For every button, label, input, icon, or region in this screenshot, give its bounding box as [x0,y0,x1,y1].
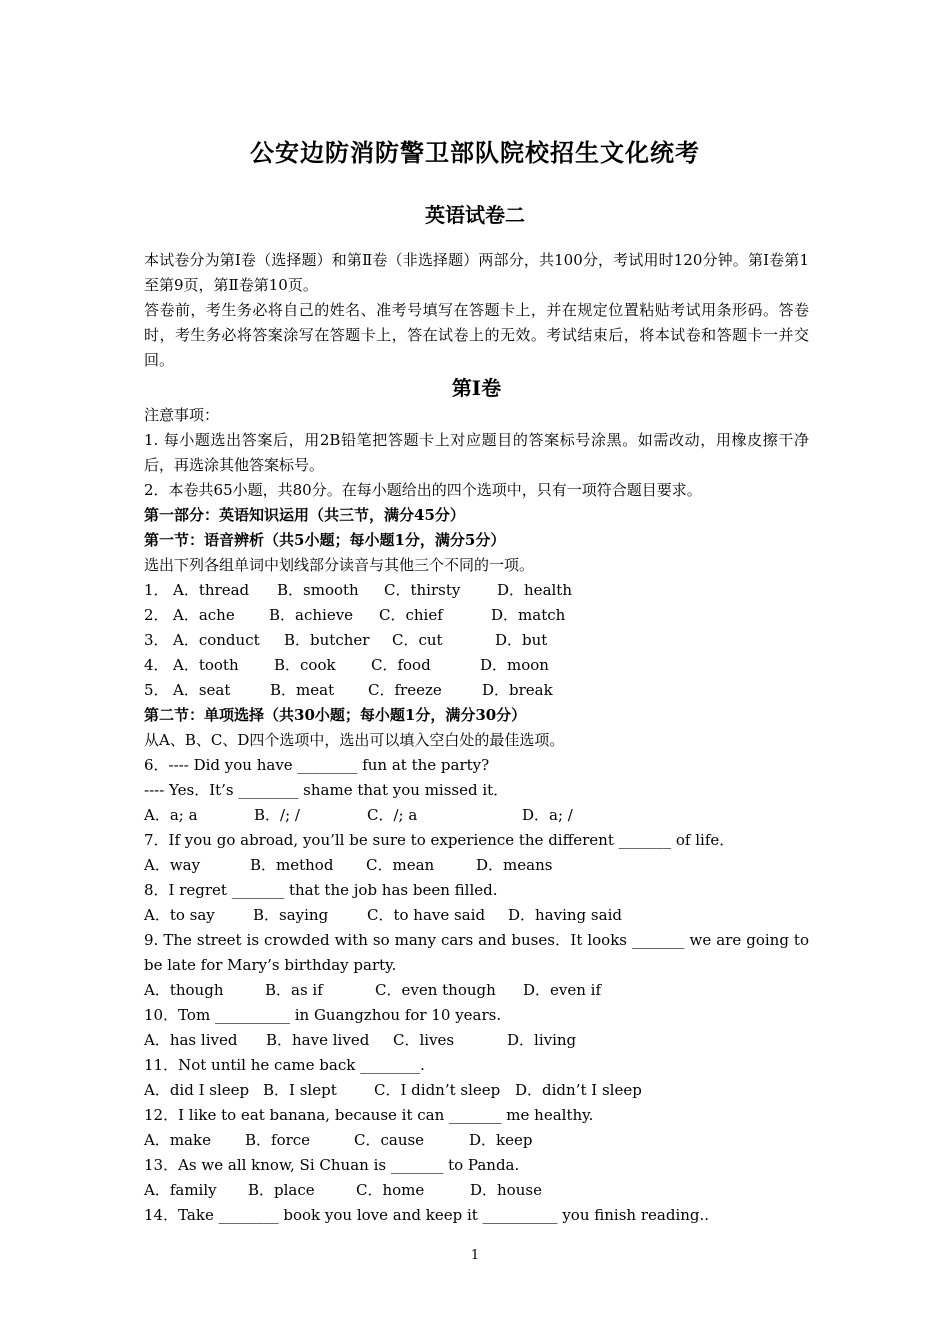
question-row [144,578,809,603]
notes-item: 2．本卷共65小题，共80分。在每小题给出的四个选项中，只有一项符合题目要求。 [144,481,702,499]
page-number: 1 [470,1248,480,1263]
question-number: 5． [144,681,169,699]
option: C．chief [379,606,443,624]
option: D．health [497,581,572,599]
option: A．a; a [144,806,198,824]
question-options [144,1128,809,1153]
question-options [144,1028,809,1053]
question-stem: ---- Yes．It’s ________ shame that you missed it． [144,781,509,799]
option: B．as if [265,981,323,999]
question-options [144,978,809,1003]
question-stem: 9. The street is crowded with so many cars and buses．It looks _______ we are going to be late for Mary’s birthday party. [144,931,809,974]
section1-instruction: 选出下列各组单词中划线部分读音与其他三个不同的一项。 [144,556,535,574]
option: A．way [144,856,201,874]
section1-heading: 第一节：语音辨析（共5小题；每小题1分，满分5分） [144,531,506,549]
question-stem: 14．Take ________ book you love and keep it __________ you finish reading.. [144,1206,710,1224]
option: A．ache [173,606,235,624]
option: B．saying [253,906,329,924]
option: D．means [476,856,553,874]
option: C．even though [375,981,496,999]
option: B．method [250,856,334,874]
question-options [144,853,809,878]
intro-paragraph: 本试卷分为第Ⅰ卷（选择题）和第Ⅱ卷（非选择题）两部分，共100分，考试用时120分钟。第Ⅰ卷第1至第9页，第Ⅱ卷第10页。 [144,251,809,294]
question-options [144,1078,809,1103]
option: B．/; / [254,806,300,824]
option: A．though [144,981,224,999]
option: A．thread [173,581,250,599]
question-number: 4． [144,656,169,674]
option: B．place [248,1181,315,1199]
option: C．mean [366,856,435,874]
option: C．cause [354,1131,425,1149]
question-stem: 6．---- Did you have ________ fun at the party? [144,756,490,774]
option: B．have lived [266,1031,370,1049]
question-row [144,653,809,678]
option: D．but [495,631,548,649]
question-stem: 11．Not until he came back ________. [144,1056,425,1074]
option: C．cut [392,631,443,649]
option: A．family [144,1181,217,1199]
option: D．even if [523,981,602,999]
option: B．I slept [263,1081,337,1099]
option: C．thirsty [384,581,461,599]
option: C．home [356,1181,425,1199]
option: D．break [482,681,553,699]
option: D．keep [469,1131,533,1149]
option: A．tooth [173,656,239,674]
question-options [144,803,809,828]
intro-paragraph: 答卷前，考生务必将自己的姓名、准考号填写在答题卡上，并在规定位置粘贴考试用条形码。答卷时，考生务必将答案涂写在答题卡上，答在试卷上的无效。考试结束后，将本试卷和答题卡一并交回。 [144,301,809,369]
option: C．lives [393,1031,455,1049]
question-row [144,603,809,628]
option: A．to say [144,906,215,924]
option: C．/; a [367,806,418,824]
option: B．achieve [269,606,354,624]
option: C．food [371,656,431,674]
option: A．seat [173,681,231,699]
option: D．house [470,1181,542,1199]
option: D．moon [480,656,549,674]
option: A．make [144,1131,211,1149]
volume-title: 第Ⅰ卷 [451,376,502,400]
option: C．to have said [367,906,486,924]
question-number: 1． [144,581,169,599]
option: D．having said [508,906,622,924]
question-stem: 13．As we all know, Si Chuan is _______ to Panda. [144,1156,520,1174]
question-row [144,628,809,653]
section2-instruction: 从A、B、C、D四个选项中，选出可以填入空白处的最佳选项。 [144,731,565,749]
question-stem: 7．If you go abroad, you’ll be sure to experience the different _______ of life． [144,831,735,849]
question-stem: 10．Tom __________ in Guangzhou for 10 years. [144,1006,502,1024]
question-number: 2． [144,606,169,624]
option: A．has lived [144,1031,238,1049]
notes-heading: 注意事项： [144,406,220,424]
option: A．did I sleep [144,1081,250,1099]
exam-body [144,248,809,1228]
exam-title: 公安边防消防警卫部队院校招生文化统考 [250,138,700,167]
option: B．meat [270,681,335,699]
option: B．butcher [284,631,370,649]
option: B．force [245,1131,311,1149]
notes-item: 1. 每小题选出答案后，用2B铅笔把答题卡上对应题目的答案标号涂黑。如需改动，用橡皮擦干净后，再选涂其他答案标号。 [144,431,809,474]
option: A．conduct [173,631,260,649]
question-options [144,903,809,928]
option: B．smooth [277,581,359,599]
question-stem: 12．I like to eat banana, because it can _______ me healthy. [144,1106,594,1124]
option: D．a; / [522,806,573,824]
question-options [144,1178,809,1203]
option: D．match [491,606,566,624]
exam-subtitle: 英语试卷二 [425,203,525,227]
question-stem: 8．I regret _______ that the job has been filled. [144,881,498,899]
option: D．didn’t I sleep [515,1081,642,1099]
option: C．freeze [368,681,442,699]
option: C．I didn’t sleep [374,1081,501,1099]
option: D．living [507,1031,577,1049]
section2-heading: 第二节：单项选择（共30小题；每小题1分，满分30分） [144,706,527,724]
part1-heading: 第一部分：英语知识运用（共三节，满分45分） [144,506,465,524]
question-number: 3． [144,631,169,649]
option: B．cook [274,656,336,674]
question-row [144,678,809,703]
